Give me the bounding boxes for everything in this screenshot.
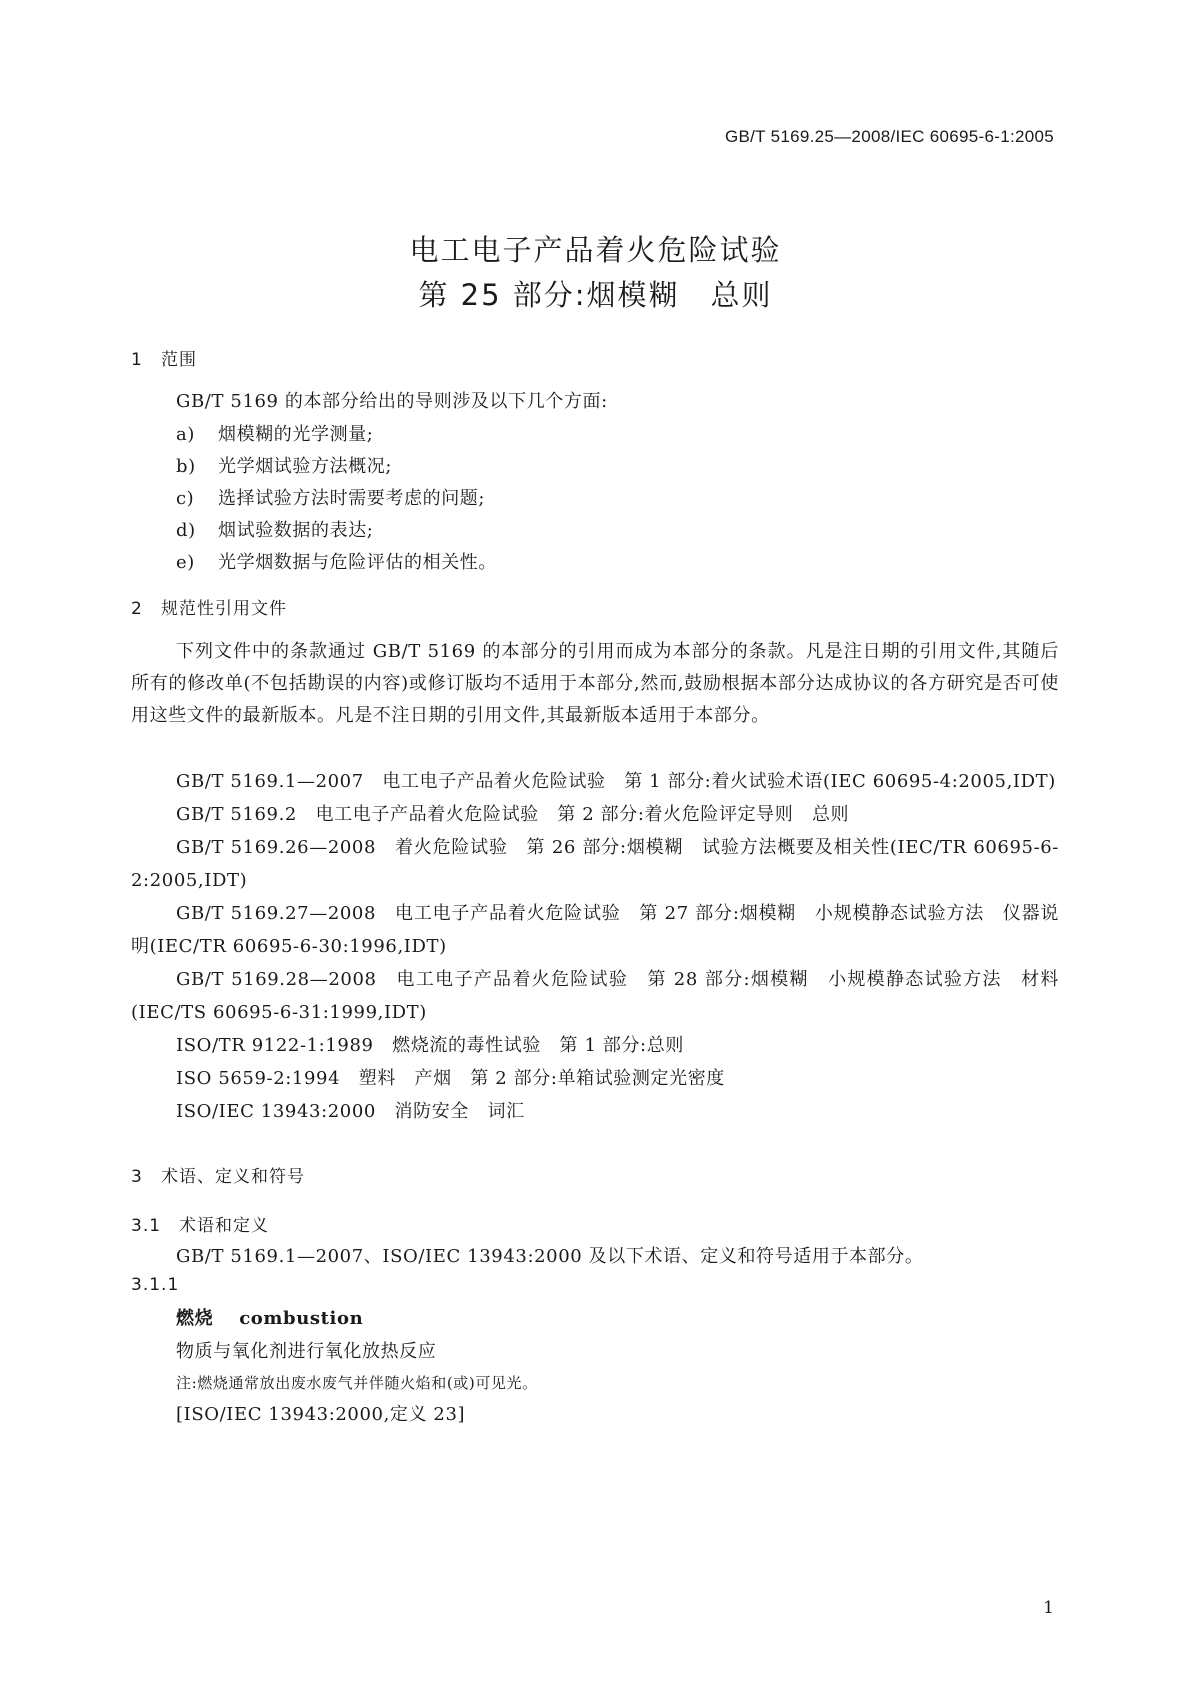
reference-entry: GB/T 5169.1—2007 电工电子产品着火危险试验 第 1 部分:着火试验术语(IEC 60695-4:2005,IDT) [176,771,1056,792]
reference-entry: GB/T 5169.2 电工电子产品着火危险试验 第 2 部分:着火危险评定导则 总则 [176,804,850,825]
list-item [176,420,373,446]
section-2-heading [131,594,287,619]
subsection-title: 术语和定义 [179,1216,269,1236]
subsection-3-1-text: GB/T 5169.1—2007、ISO/IEC 13943:2000 及以下术语、定义和符号适用于本部分。 [176,1246,924,1267]
list-item [176,484,485,510]
section-number: 3 [131,1167,143,1187]
subsection-3-1-heading [131,1211,269,1236]
reference-entry: ISO 5659-2:1994 塑料 产烟 第 2 部分:单箱试验测定光密度 [176,1068,725,1089]
section-title: 范围 [161,350,197,370]
reference-entry: GB/T 5169.27—2008 电工电子产品着火危险试验 第 27 部分:烟模糊 小规模静态试验方法 仪器说明(IEC/TR 60695-6-30:1996,IDT) [131,903,1059,957]
reference-entry: GB/T 5169.26—2008 着火危险试验 第 26 部分:烟模糊 试验方法概要及相关性(IEC/TR 60695-6-2:2005,IDT) [131,837,1059,891]
page-number: 1 [1043,1598,1054,1618]
list-text: 烟模糊的光学测量; [218,424,374,445]
term-heading [176,1304,363,1330]
list-item [176,452,392,478]
list-marker: b) [176,456,196,477]
list-text: 烟试验数据的表达; [218,520,374,541]
reference-entry: ISO/IEC 13943:2000 消防安全 词汇 [176,1101,525,1122]
term-number: 3.1.1 [131,1275,180,1295]
term-note: 注:燃烧通常放出废水废气并伴随火焰和(或)可见光。 [176,1374,538,1392]
subsection-number: 3.1 [131,1216,162,1236]
section-number: 2 [131,599,143,619]
section-2-paragraph: 下列文件中的条款通过 GB/T 5169 的本部分的引用而成为本部分的条款。凡是注日期的引用文件,其随后所有的修改单(不包括勘误的内容)或修订版均不适用于本部分,然而,鼓励根据本部分达成协议的各方研究是否可使用这些文件的最新版本。凡是不注日期的引用文件,其最新版本适用于本部分。 [131,641,1059,726]
document-title-line2: 第 25 部分:烟模糊 总则 [418,278,773,312]
term-english: combustion [239,1308,364,1329]
term-definition: 物质与氧化剂进行氧化放热反应 [176,1341,437,1362]
reference-entry: ISO/TR 9122-1:1989 燃烧流的毒性试验 第 1 部分:总则 [176,1035,684,1056]
list-text: 光学烟试验方法概况; [218,456,393,477]
list-item [176,548,497,574]
standard-number: GB/T 5169.25—2008/IEC 60695-6-1:2005 [725,127,1054,146]
list-marker: c) [176,488,195,509]
section-title: 术语、定义和符号 [161,1167,305,1187]
section-1-intro: GB/T 5169 的本部分给出的导则涉及以下几个方面: [176,391,608,412]
section-title: 规范性引用文件 [161,599,287,619]
term-chinese: 燃烧 [176,1308,214,1329]
term-source: [ISO/IEC 13943:2000,定义 23] [176,1404,466,1425]
list-marker: e) [176,552,195,573]
section-number: 1 [131,350,143,370]
list-item [176,516,373,542]
document-title-line1: 电工电子产品着火危险试验 [409,233,782,267]
normative-references [131,765,1059,1128]
list-text: 选择试验方法时需要考虑的问题; [218,488,486,509]
reference-entry: GB/T 5169.28—2008 电工电子产品着火危险试验 第 28 部分:烟模糊 小规模静态试验方法 材料(IEC/TS 60695-6-31:1999,IDT) [131,969,1059,1023]
list-text: 光学烟数据与危险评估的相关性。 [218,552,497,573]
list-marker: d) [176,520,196,541]
section-3-heading [131,1162,305,1187]
section-1-heading [131,345,197,370]
list-marker: a) [176,424,195,445]
